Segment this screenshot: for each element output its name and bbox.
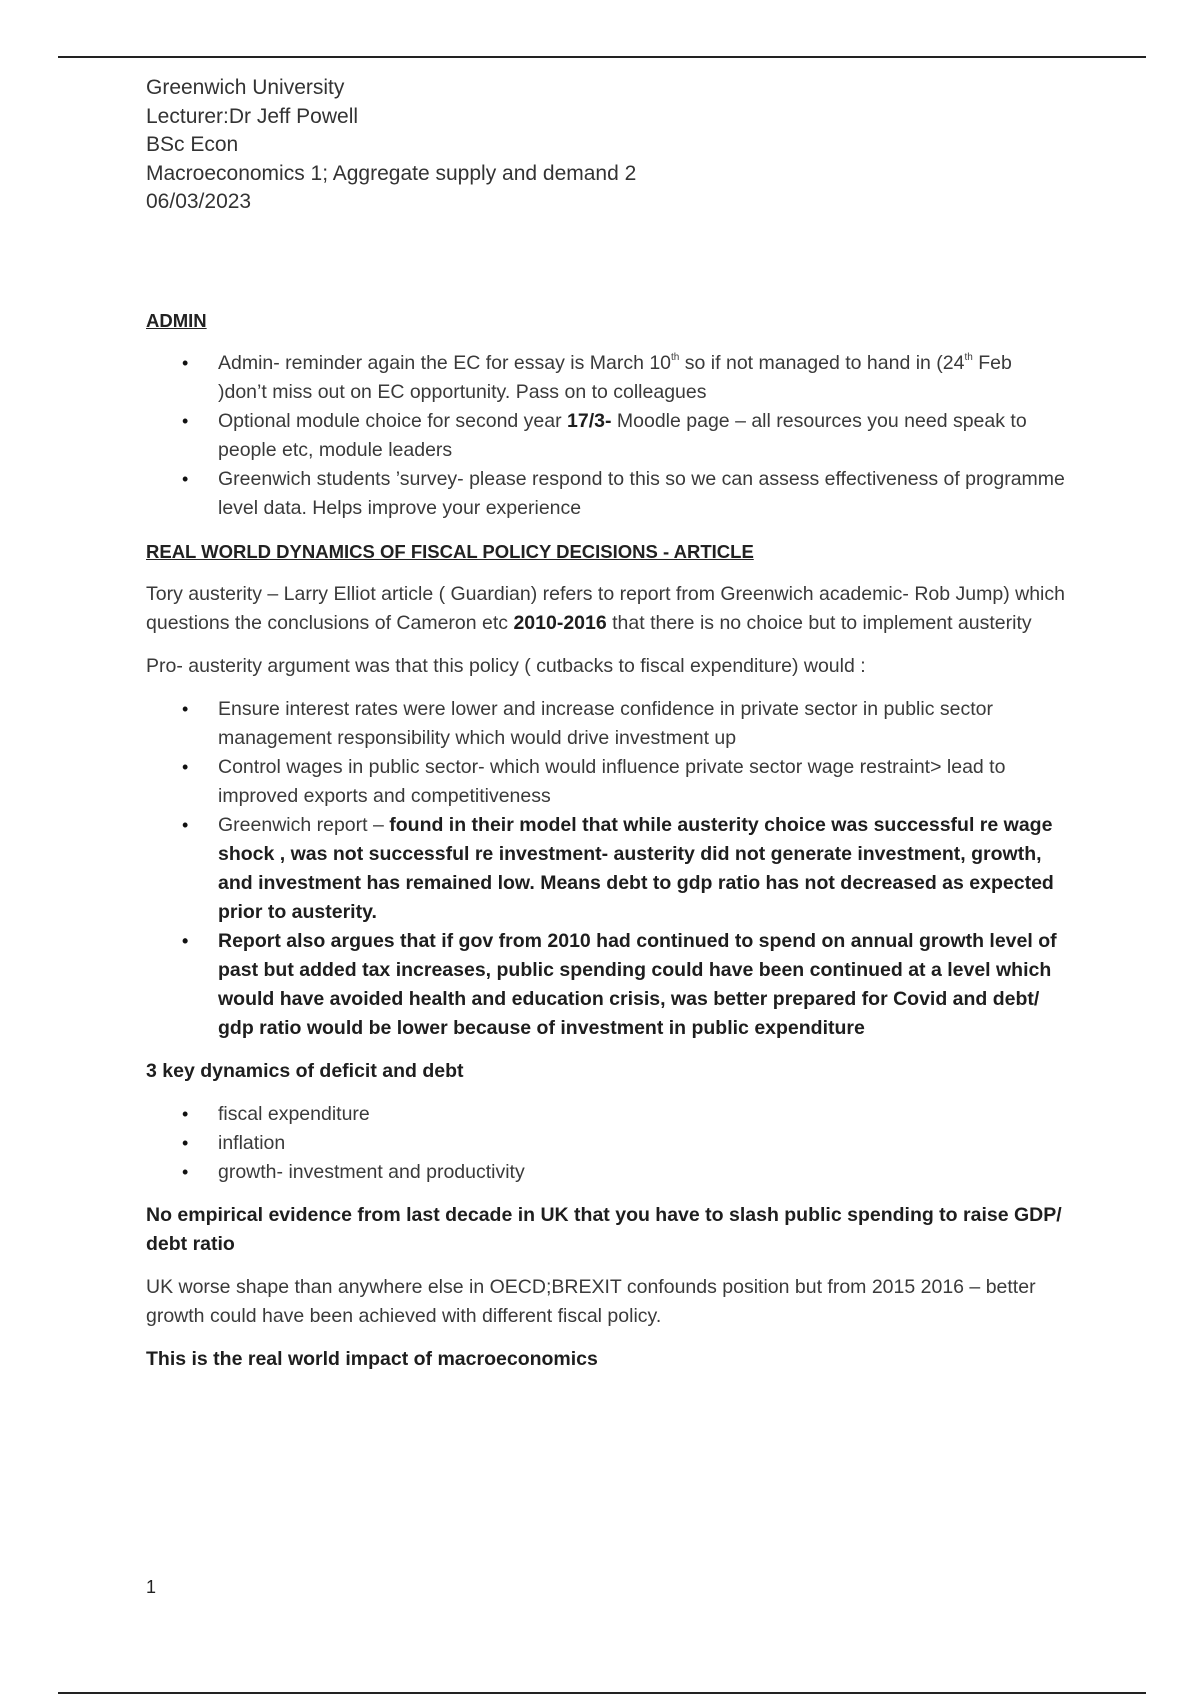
document-body xyxy=(146,74,1066,1374)
list-item: • Greenwich report – found in their model that while austerity choice was successful re wage shock , was not successful re investment- austerity did not generate investment, growth, and investment has remained low. Means debt to gdp ratio has not decreased as expected prior to austerity. xyxy=(146,811,1066,927)
impact-statement: This is the real world impact of macroeconomics xyxy=(146,1347,598,1370)
list-item: • Control wages in public sector- which would influence private sector wage restraint> lead to improved exports and competitiveness xyxy=(146,753,1066,811)
article-heading: REAL WORLD DYNAMICS OF FISCAL POLICY DECISIONS - ARTICLE xyxy=(146,540,754,562)
dynamics-list xyxy=(146,1100,1066,1187)
list-item: • Ensure interest rates were lower and increase confidence in private sector in public sector management responsibility which would drive investment up xyxy=(146,695,1066,753)
list-item: • fiscal expenditure xyxy=(146,1100,1066,1129)
module-title: Macroeconomics 1; Aggregate supply and demand 2 xyxy=(146,161,637,185)
lecturer-name: Lecturer:Dr Jeff Powell xyxy=(146,104,359,128)
list-item: • inflation xyxy=(146,1129,1066,1158)
list-item: • Admin- reminder again the EC for essay is March 10th so if not managed to hand in (24th Feb )don’t miss out on EC opportunity. Pass on to colleagues xyxy=(146,349,1066,407)
austerity-points-list xyxy=(146,695,1066,1043)
uk-paragraph: UK worse shape than anywhere else in OECD;BREXIT confounds position but from 2015 2016 – better growth could have been achieved with different fiscal policy. xyxy=(146,1275,1036,1327)
admin-list xyxy=(146,349,1066,523)
bottom-rule xyxy=(58,1692,1146,1694)
list-item: • Optional module choice for second year 17/3- Moodle page – all resources you need speak to people etc, module leaders xyxy=(146,407,1066,465)
admin-heading: ADMIN xyxy=(146,309,207,331)
evidence-paragraph: No empirical evidence from last decade in UK that you have to slash public spending to raise GDP/ debt ratio xyxy=(146,1203,1062,1255)
dynamics-heading: 3 key dynamics of deficit and debt xyxy=(146,1059,464,1082)
list-item: • growth- investment and productivity xyxy=(146,1158,1066,1187)
list-item: • Report also argues that if gov from 2010 had continued to spend on annual growth level of past but added tax increases, public spending could have been continued at a level which would have avoided health and education crisis, was better prepared for Covid and debt/ gdp ratio would be lower because of investment in public expenditure xyxy=(146,927,1066,1043)
list-item: • Greenwich students ’survey- please respond to this so we can assess effectiveness of programme level data. Helps improve your experience xyxy=(146,465,1066,523)
article-intro: Tory austerity – Larry Elliot article ( Guardian) refers to report from Greenwich academic- Rob Jump) which questions the conclusions of Cameron etc 2010-2016 that there is no choice but to implement austerity xyxy=(146,582,1065,634)
pro-austerity-paragraph: Pro- austerity argument was that this policy ( cutbacks to fiscal expenditure) would : xyxy=(146,654,866,677)
document-date: 06/03/2023 xyxy=(146,190,252,213)
course-name: BSc Econ xyxy=(146,133,239,156)
top-rule xyxy=(58,56,1146,58)
university-name: Greenwich University xyxy=(146,76,345,99)
page-number: 1 xyxy=(146,1577,157,1597)
document-header xyxy=(146,74,1066,217)
